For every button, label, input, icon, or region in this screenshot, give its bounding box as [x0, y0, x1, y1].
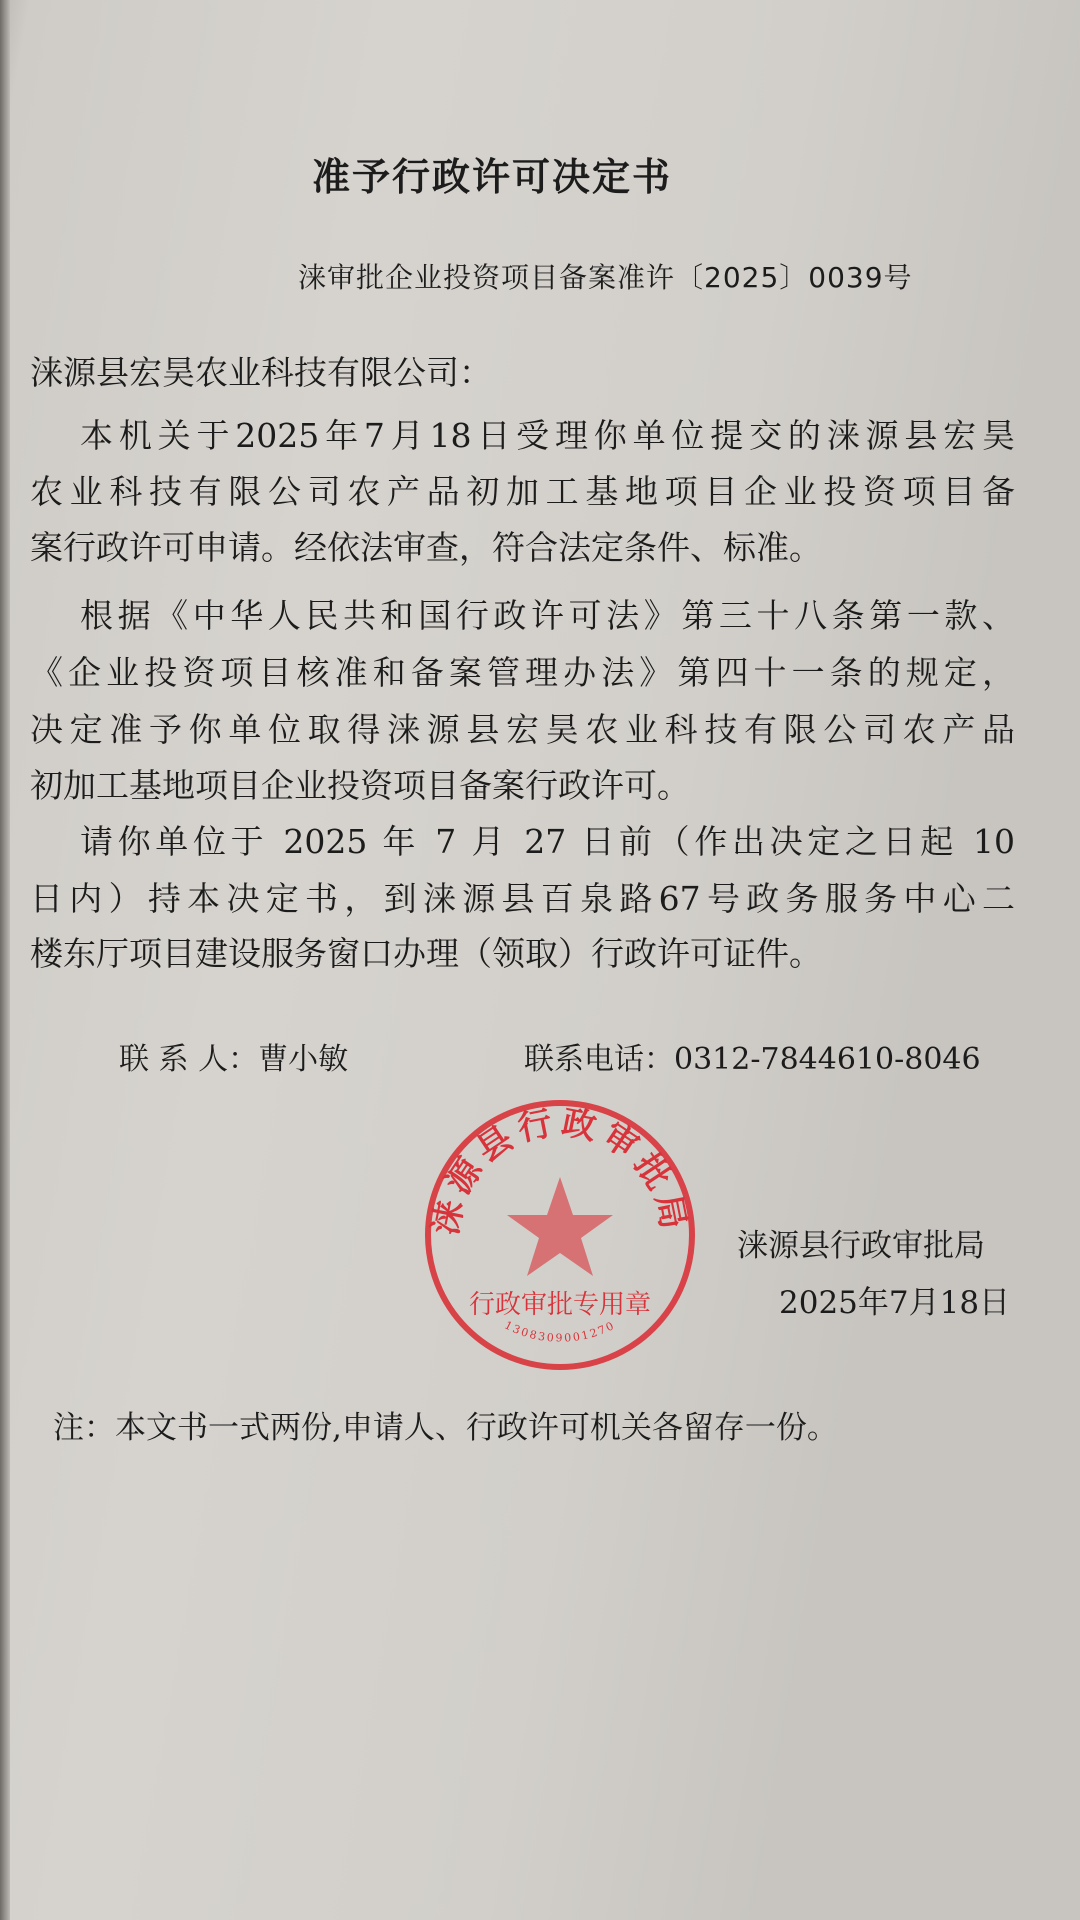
issue-date: 2025年7月18日: [779, 1285, 1011, 1321]
document-title: 准予行政许可决定书: [312, 154, 673, 199]
paragraph-line: 《企业投资项目核准和备案管理办法》第四十一条的规定，: [30, 653, 1015, 692]
paragraph-line: 根据《中华人民共和国行政许可法》第三十八条第一款、: [80, 596, 1015, 635]
paragraph-line: 决定准予你单位取得涞源县宏昊农业科技有限公司农产品: [30, 710, 1015, 749]
contact-person: 联 系 人：曹小敏: [119, 1042, 349, 1077]
seal-outer-text: 涞源县行政审批局: [425, 1102, 695, 1239]
seal-code: 1308309001270: [502, 1318, 618, 1345]
paragraph-line: 请你单位于 2025 年 7 月 27 日前（作出决定之日起 10: [80, 822, 1015, 861]
document-number: 涞审批企业投资项目备案准许〔2025〕0039号: [298, 261, 913, 294]
svg-text:1308309001270: [502, 1319, 617, 1345]
paragraph-line: 楼东厅项目建设服务窗口办理（领取）行政许可证件。: [30, 934, 822, 973]
contact-phone: 联系电话：0312-7844610-8046: [524, 1042, 981, 1077]
page-edge-shadow: [0, 0, 10, 1920]
official-seal: [420, 1095, 700, 1375]
issuer-name: 涞源县行政审批局: [737, 1228, 985, 1264]
seal-inner-text: 行政审批专用章: [468, 1290, 652, 1320]
paragraph-line: 案行政许可申请。经依法审查，符合法定条件、标准。: [30, 528, 822, 567]
paragraph-line: 本机关于2025年7月18日受理你单位提交的涞源县宏昊: [80, 416, 1015, 455]
paragraph-line: 农业科技有限公司农产品初加工基地项目企业投资项目备: [30, 472, 1015, 511]
paragraph-line: 初加工基地项目企业投资项目备案行政许可。: [30, 766, 690, 805]
paragraph-line: 日内）持本决定书，到涞源县百泉路67号政务服务中心二: [30, 879, 1015, 918]
footnote: 注：本文书一式两份,申请人、行政许可机关各留存一份。: [53, 1410, 838, 1446]
addressee: 涞源县宏昊农业科技有限公司：: [30, 353, 492, 392]
